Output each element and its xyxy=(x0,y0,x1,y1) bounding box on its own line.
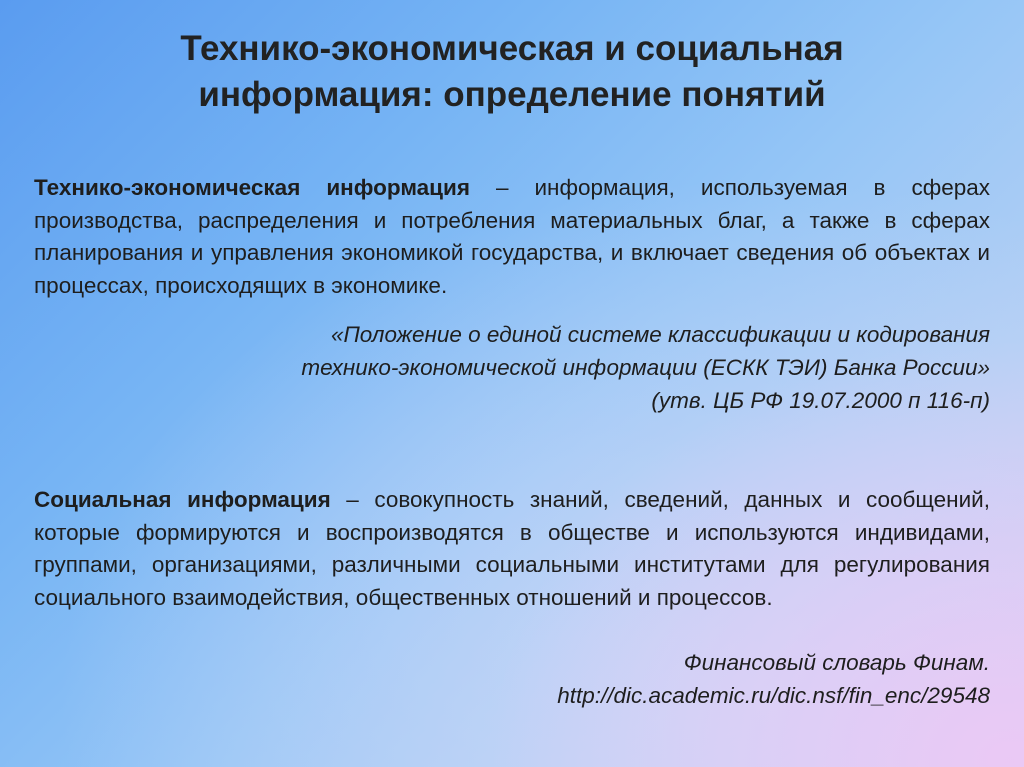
source-line: (утв. ЦБ РФ 19.07.2000 п 116-п) xyxy=(651,388,990,413)
definition-social xyxy=(34,484,990,614)
source-line: Финансовый словарь Финам. xyxy=(683,650,990,675)
source-technical-economic xyxy=(301,318,990,417)
term-social: Социальная информация xyxy=(34,487,331,512)
source-social xyxy=(557,646,990,712)
source-line: http://dic.academic.ru/dic.nsf/fin_enc/29548 xyxy=(557,683,990,708)
source-line: технико-экономической информации (ЕСКК ТЭИ) Банка России» xyxy=(301,355,990,380)
source-line: «Положение о единой системе классификации и кодирования xyxy=(330,322,990,347)
definition-text-social: – совокупность знаний, сведений, данных и сообщений, которые формируются и воспроизводятся в обществе и используются индивидами, группами, организациями, различными социальными институтами для регулирования социального взаимодействия, общественных отношений и процессов. xyxy=(34,487,990,610)
definition-text-technical-economic: – информация, используемая в сферах производства, распределения и потребления материальных благ, а также в сферах планирования и управления экономикой государства, и включает сведения об объектах и процессах, происходящих в экономике. xyxy=(34,175,991,298)
term-technical-economic: Технико-экономическая информация xyxy=(34,175,470,200)
definition-technical-economic xyxy=(34,172,990,302)
slide-title: Технико-экономическая и социальная информация: определение понятий xyxy=(180,29,844,114)
